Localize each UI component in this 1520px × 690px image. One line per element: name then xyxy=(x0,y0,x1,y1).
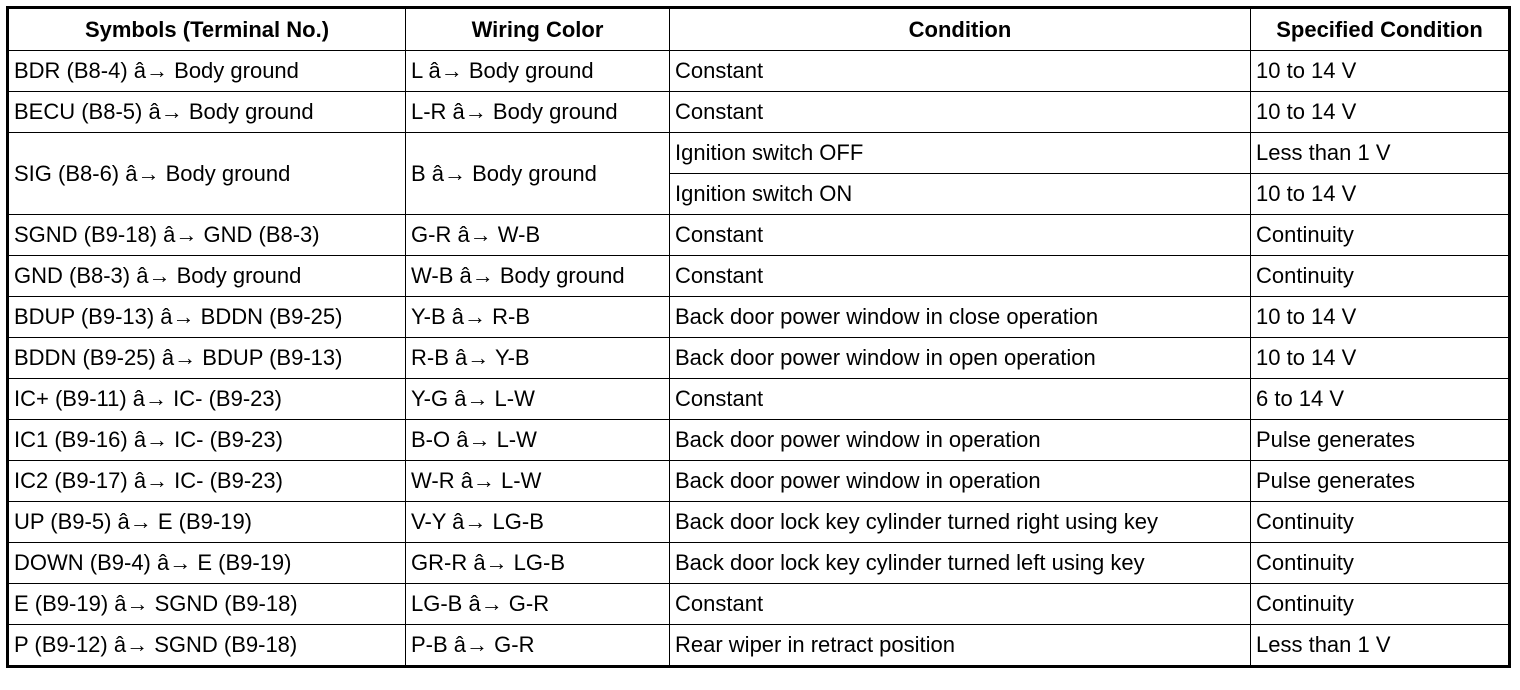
table-row xyxy=(8,215,1510,256)
table-row xyxy=(8,625,1510,667)
header-wiring-color: Wiring Color xyxy=(406,8,670,51)
cell-wiring-color: V-Y â→ LG-B xyxy=(406,502,670,543)
cell-symbol: UP (B9-5) â→ E (B9-19) xyxy=(8,502,406,543)
table-row xyxy=(8,51,1510,92)
cell-wiring-color: Y-G â→ L-W xyxy=(406,379,670,420)
cell-specified-condition: 10 to 14 V xyxy=(1251,297,1510,338)
cell-specified-condition: Pulse generates xyxy=(1251,420,1510,461)
cell-condition: Back door power window in open operation xyxy=(670,338,1251,379)
cell-specified-condition: 10 to 14 V xyxy=(1251,51,1510,92)
cell-wiring-color: G-R â→ W-B xyxy=(406,215,670,256)
cell-symbol: SGND (B9-18) â→ GND (B8-3) xyxy=(8,215,406,256)
cell-symbol: BDDN (B9-25) â→ BDUP (B9-13) xyxy=(8,338,406,379)
cell-condition: Rear wiper in retract position xyxy=(670,625,1251,667)
cell-specified-condition: 6 to 14 V xyxy=(1251,379,1510,420)
cell-specified-condition: 10 to 14 V xyxy=(1251,338,1510,379)
table-row xyxy=(8,133,1510,174)
cell-wiring-color: B â→ Body ground xyxy=(406,133,670,215)
cell-wiring-color: W-R â→ L-W xyxy=(406,461,670,502)
header-condition: Condition xyxy=(670,8,1251,51)
cell-symbol: BECU (B8-5) â→ Body ground xyxy=(8,92,406,133)
cell-specified-condition: 10 to 14 V xyxy=(1251,92,1510,133)
cell-condition: Constant xyxy=(670,92,1251,133)
cell-condition: Constant xyxy=(670,51,1251,92)
cell-symbol: SIG (B8-6) â→ Body ground xyxy=(8,133,406,215)
cell-symbol: DOWN (B9-4) â→ E (B9-19) xyxy=(8,543,406,584)
cell-specified-condition: Pulse generates xyxy=(1251,461,1510,502)
cell-condition: Constant xyxy=(670,379,1251,420)
table-row xyxy=(8,338,1510,379)
cell-condition: Back door power window in operation xyxy=(670,461,1251,502)
cell-symbol: IC+ (B9-11) â→ IC- (B9-23) xyxy=(8,379,406,420)
cell-symbol: BDR (B8-4) â→ Body ground xyxy=(8,51,406,92)
cell-symbol: IC1 (B9-16) â→ IC- (B9-23) xyxy=(8,420,406,461)
table-row xyxy=(8,92,1510,133)
cell-wiring-color: R-B â→ Y-B xyxy=(406,338,670,379)
cell-condition: Back door lock key cylinder turned left using key xyxy=(670,543,1251,584)
cell-specified-condition: Less than 1 V xyxy=(1251,625,1510,667)
cell-symbol: IC2 (B9-17) â→ IC- (B9-23) xyxy=(8,461,406,502)
cell-specified-condition: Continuity xyxy=(1251,215,1510,256)
table-row xyxy=(8,584,1510,625)
table-row xyxy=(8,297,1510,338)
table-body xyxy=(8,51,1510,667)
cell-wiring-color: Y-B â→ R-B xyxy=(406,297,670,338)
cell-symbol: E (B9-19) â→ SGND (B9-18) xyxy=(8,584,406,625)
header-specified-condition: Specified Condition xyxy=(1251,8,1510,51)
table-row xyxy=(8,256,1510,297)
cell-condition: Back door lock key cylinder turned right using key xyxy=(670,502,1251,543)
cell-wiring-color: GR-R â→ LG-B xyxy=(406,543,670,584)
cell-symbol: GND (B8-3) â→ Body ground xyxy=(8,256,406,297)
cell-wiring-color: W-B â→ Body ground xyxy=(406,256,670,297)
table-row xyxy=(8,461,1510,502)
cell-symbol: BDUP (B9-13) â→ BDDN (B9-25) xyxy=(8,297,406,338)
cell-specified-condition: Continuity xyxy=(1251,584,1510,625)
header-symbols: Symbols (Terminal No.) xyxy=(8,8,406,51)
terminal-spec-table xyxy=(6,6,1511,668)
cell-wiring-color: L-R â→ Body ground xyxy=(406,92,670,133)
table-row xyxy=(8,502,1510,543)
cell-specified-condition: Continuity xyxy=(1251,256,1510,297)
cell-specified-condition: 10 to 14 V xyxy=(1251,174,1510,215)
cell-condition: Back door power window in close operation xyxy=(670,297,1251,338)
cell-condition: Ignition switch OFF xyxy=(670,133,1251,174)
cell-condition: Constant xyxy=(670,215,1251,256)
cell-condition: Ignition switch ON xyxy=(670,174,1251,215)
header-row xyxy=(8,8,1510,51)
table-row xyxy=(8,420,1510,461)
table-header xyxy=(8,8,1510,51)
table-row xyxy=(8,379,1510,420)
cell-wiring-color: P-B â→ G-R xyxy=(406,625,670,667)
cell-condition: Constant xyxy=(670,584,1251,625)
cell-specified-condition: Continuity xyxy=(1251,543,1510,584)
cell-specified-condition: Continuity xyxy=(1251,502,1510,543)
cell-condition: Constant xyxy=(670,256,1251,297)
table-row xyxy=(8,543,1510,584)
cell-condition: Back door power window in operation xyxy=(670,420,1251,461)
cell-symbol: P (B9-12) â→ SGND (B9-18) xyxy=(8,625,406,667)
cell-wiring-color: LG-B â→ G-R xyxy=(406,584,670,625)
cell-specified-condition: Less than 1 V xyxy=(1251,133,1510,174)
cell-wiring-color: L â→ Body ground xyxy=(406,51,670,92)
cell-wiring-color: B-O â→ L-W xyxy=(406,420,670,461)
